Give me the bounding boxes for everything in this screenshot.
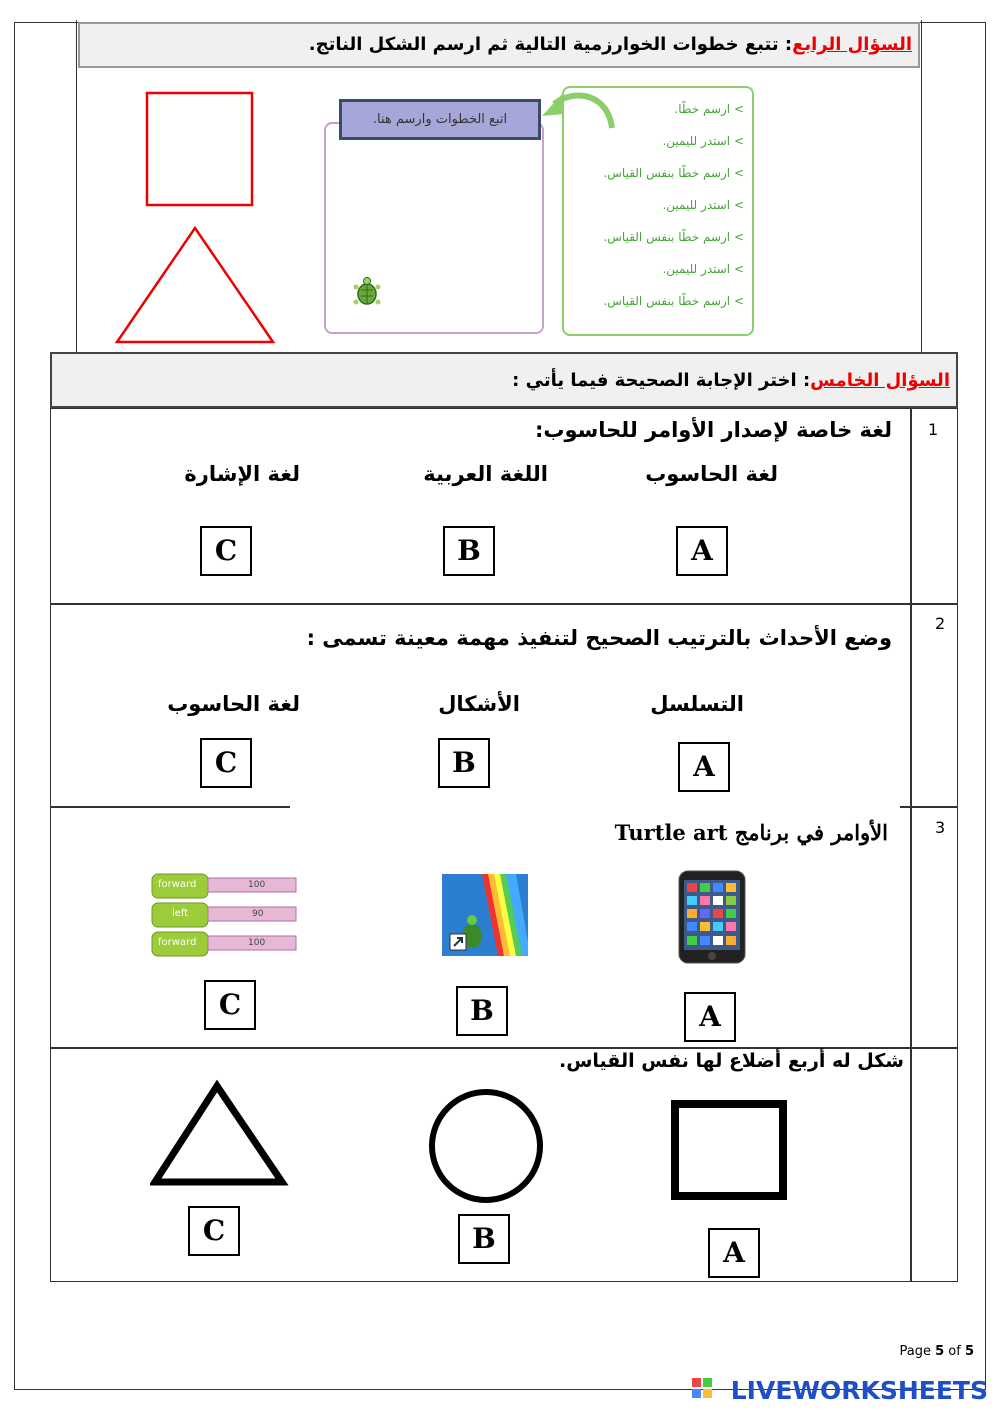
choice-a-button[interactable]: A: [676, 526, 728, 576]
square-shape: [675, 1104, 783, 1196]
question-4-instruction: : تتبع خطوات الخوارزمية التالية ثم ارسم الشكل الناتج.: [308, 34, 793, 55]
row-divider: [900, 806, 958, 808]
option-b-text: اللغة العربية: [423, 462, 548, 486]
question-4-title: [309, 34, 912, 55]
choice-c-button[interactable]: C: [200, 526, 252, 576]
turtle-art-app-icon: [442, 874, 528, 956]
choice-c-button[interactable]: C: [204, 980, 256, 1030]
step-6: > استدر لليمين.: [662, 262, 744, 276]
option-a-text: التسلسل: [650, 692, 744, 716]
choice-a-button[interactable]: A: [708, 1228, 760, 1278]
triangle-shape: [155, 1086, 282, 1182]
block-value: 100: [248, 938, 266, 948]
current-page: 5: [935, 1344, 945, 1359]
smartphone-icon: [678, 870, 746, 964]
question-4-label: السؤال الرابع: [792, 34, 912, 55]
turtle-art-blocks: [150, 872, 300, 962]
turtle-icon: [350, 276, 384, 310]
choice-a-button[interactable]: A: [684, 992, 736, 1042]
example-square: [147, 93, 252, 205]
question-text: الأوامر في برنامج Turtle art: [614, 820, 888, 845]
circle-shape: [432, 1092, 540, 1200]
step-5: > ارسم خطًا بنفس القياس.: [603, 230, 744, 244]
block-value: 100: [248, 880, 266, 890]
option-c-text: لغة الإشارة: [184, 462, 300, 486]
shape-options: [150, 1076, 810, 1206]
liveworksheets-logo: LIVEWORKSHEETS: [730, 1376, 988, 1405]
choice-b-button[interactable]: B: [458, 1214, 510, 1264]
question-text: وضع الأحداث بالترتيب الصحيح لتنفيذ مهمة معينة تسمى :: [306, 626, 892, 650]
of-word: of: [948, 1344, 961, 1359]
choice-a-button[interactable]: A: [678, 742, 730, 792]
block-command: left: [172, 908, 189, 919]
row-divider: [50, 1047, 958, 1049]
question-text: شكل له أربع أضلاع لها نفس القياس.: [558, 1050, 904, 1072]
choice-b-button[interactable]: B: [438, 738, 490, 788]
row-divider: [50, 806, 290, 808]
choice-b-button[interactable]: B: [443, 526, 495, 576]
liveworksheets-logo-icon: [692, 1378, 712, 1400]
choice-b-button[interactable]: B: [456, 986, 508, 1036]
step-7: > ارسم خطًا بنفس القياس.: [603, 294, 744, 308]
question-number: 2: [935, 614, 946, 633]
step-3: > ارسم خطًا بنفس القياس.: [603, 166, 744, 180]
example-shapes: [110, 88, 280, 350]
choice-c-button[interactable]: C: [188, 1206, 240, 1256]
choice-c-button[interactable]: C: [200, 738, 252, 788]
row-divider: [50, 603, 958, 605]
question-5-title: [512, 370, 950, 391]
option-b-text: الأشكال: [438, 692, 520, 716]
block-value: 90: [252, 909, 264, 919]
example-triangle: [117, 228, 273, 342]
option-c-text: لغة الحاسوب: [167, 692, 300, 716]
option-a-text: لغة الحاسوب: [645, 462, 778, 486]
block-command: forward: [158, 879, 197, 890]
total-pages: 5: [964, 1344, 974, 1359]
step-1: > ارسم خطًا.: [674, 102, 744, 116]
number-column-divider: [910, 408, 912, 1282]
question-5-label: السؤال الخامس: [810, 370, 950, 391]
step-4: > استدر لليمين.: [662, 198, 744, 212]
page-number: [899, 1344, 974, 1359]
step-2: > استدر لليمين.: [662, 134, 744, 148]
question-5-instruction: : اختر الإجابة الصحيحة فيما يأتي :: [512, 370, 811, 391]
question-number: 3: [935, 818, 946, 837]
draw-here-label: اتبع الخطوات وارسم هنا.: [339, 99, 541, 140]
algorithm-steps-box: [562, 86, 754, 336]
question-number: 1: [928, 420, 939, 439]
page-word: Page: [899, 1344, 931, 1359]
question-text: لغة خاصة لإصدار الأوامر للحاسوب:: [534, 418, 892, 442]
block-command: forward: [158, 937, 197, 948]
